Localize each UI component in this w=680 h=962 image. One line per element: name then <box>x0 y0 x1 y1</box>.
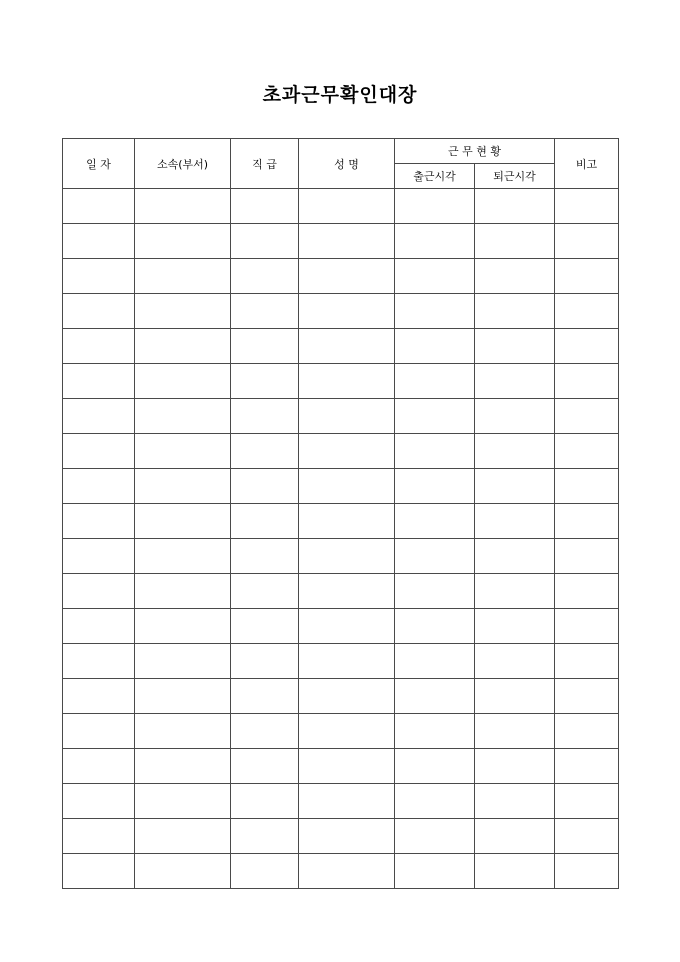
cell-start-time[interactable] <box>395 364 475 399</box>
cell-start-time[interactable] <box>395 784 475 819</box>
cell-date[interactable] <box>63 679 135 714</box>
cell-position[interactable] <box>231 504 299 539</box>
cell-start-time[interactable] <box>395 189 475 224</box>
cell-name[interactable] <box>299 399 395 434</box>
cell-end-time[interactable] <box>475 539 555 574</box>
cell-position[interactable] <box>231 749 299 784</box>
cell-remarks[interactable] <box>555 574 619 609</box>
cell-start-time[interactable] <box>395 434 475 469</box>
cell-end-time[interactable] <box>475 329 555 364</box>
cell-name[interactable] <box>299 329 395 364</box>
table-row[interactable] <box>63 644 619 679</box>
cell-department[interactable] <box>135 399 231 434</box>
cell-name[interactable] <box>299 434 395 469</box>
cell-end-time[interactable] <box>475 819 555 854</box>
cell-position[interactable] <box>231 574 299 609</box>
table-header-row-1 <box>63 139 619 164</box>
cell-name[interactable] <box>299 679 395 714</box>
cell-start-time[interactable] <box>395 399 475 434</box>
cell-end-time[interactable] <box>475 399 555 434</box>
cell-department[interactable] <box>135 294 231 329</box>
table-row[interactable] <box>63 224 619 259</box>
table-body <box>63 189 619 889</box>
cell-department[interactable] <box>135 819 231 854</box>
cell-remarks[interactable] <box>555 294 619 329</box>
cell-department[interactable] <box>135 679 231 714</box>
cell-position[interactable] <box>231 609 299 644</box>
cell-date[interactable] <box>63 854 135 889</box>
cell-department[interactable] <box>135 539 231 574</box>
cell-remarks[interactable] <box>555 329 619 364</box>
table-row[interactable] <box>63 364 619 399</box>
cell-date[interactable] <box>63 819 135 854</box>
cell-end-time[interactable] <box>475 504 555 539</box>
table-row[interactable] <box>63 434 619 469</box>
cell-remarks[interactable] <box>555 714 619 749</box>
cell-end-time[interactable] <box>475 609 555 644</box>
cell-date[interactable] <box>63 469 135 504</box>
cell-department[interactable] <box>135 784 231 819</box>
cell-start-time[interactable] <box>395 224 475 259</box>
cell-department[interactable] <box>135 749 231 784</box>
cell-name[interactable] <box>299 854 395 889</box>
cell-start-time[interactable] <box>395 609 475 644</box>
cell-position[interactable] <box>231 469 299 504</box>
table-row[interactable] <box>63 714 619 749</box>
cell-start-time[interactable] <box>395 259 475 294</box>
cell-date[interactable] <box>63 399 135 434</box>
cell-date[interactable] <box>63 224 135 259</box>
cell-date[interactable] <box>63 714 135 749</box>
cell-department[interactable] <box>135 469 231 504</box>
table-row[interactable] <box>63 749 619 784</box>
cell-remarks[interactable] <box>555 539 619 574</box>
cell-department[interactable] <box>135 259 231 294</box>
cell-date[interactable] <box>63 329 135 364</box>
cell-name[interactable] <box>299 259 395 294</box>
cell-start-time[interactable] <box>395 469 475 504</box>
table-row[interactable] <box>63 329 619 364</box>
cell-position[interactable] <box>231 539 299 574</box>
cell-position[interactable] <box>231 679 299 714</box>
column-header-department: 소속(부서) <box>135 139 231 189</box>
cell-remarks[interactable] <box>555 679 619 714</box>
cell-end-time[interactable] <box>475 854 555 889</box>
cell-start-time[interactable] <box>395 329 475 364</box>
cell-department[interactable] <box>135 574 231 609</box>
cell-date[interactable] <box>63 574 135 609</box>
cell-start-time[interactable] <box>395 679 475 714</box>
cell-remarks[interactable] <box>555 469 619 504</box>
cell-position[interactable] <box>231 364 299 399</box>
cell-department[interactable] <box>135 329 231 364</box>
cell-name[interactable] <box>299 364 395 399</box>
cell-remarks[interactable] <box>555 504 619 539</box>
overtime-ledger-table-wrapper <box>62 138 618 889</box>
table-row[interactable] <box>63 609 619 644</box>
table-row[interactable] <box>63 784 619 819</box>
cell-name[interactable] <box>299 749 395 784</box>
cell-position[interactable] <box>231 644 299 679</box>
cell-date[interactable] <box>63 539 135 574</box>
column-header-remarks: 비고 <box>555 139 619 189</box>
cell-date[interactable] <box>63 749 135 784</box>
cell-date[interactable] <box>63 504 135 539</box>
cell-remarks[interactable] <box>555 224 619 259</box>
cell-start-time[interactable] <box>395 819 475 854</box>
table-row[interactable] <box>63 854 619 889</box>
cell-end-time[interactable] <box>475 469 555 504</box>
cell-department[interactable] <box>135 644 231 679</box>
cell-start-time[interactable] <box>395 504 475 539</box>
cell-remarks[interactable] <box>555 399 619 434</box>
cell-position[interactable] <box>231 259 299 294</box>
cell-start-time[interactable] <box>395 854 475 889</box>
cell-name[interactable] <box>299 224 395 259</box>
cell-name[interactable] <box>299 539 395 574</box>
cell-date[interactable] <box>63 644 135 679</box>
cell-date[interactable] <box>63 364 135 399</box>
cell-name[interactable] <box>299 644 395 679</box>
cell-date[interactable] <box>63 434 135 469</box>
cell-start-time[interactable] <box>395 539 475 574</box>
table-row[interactable] <box>63 574 619 609</box>
cell-name[interactable] <box>299 469 395 504</box>
cell-date[interactable] <box>63 189 135 224</box>
cell-department[interactable] <box>135 189 231 224</box>
cell-name[interactable] <box>299 609 395 644</box>
cell-date[interactable] <box>63 294 135 329</box>
cell-name[interactable] <box>299 714 395 749</box>
cell-department[interactable] <box>135 504 231 539</box>
cell-remarks[interactable] <box>555 784 619 819</box>
cell-name[interactable] <box>299 504 395 539</box>
cell-remarks[interactable] <box>555 434 619 469</box>
cell-start-time[interactable] <box>395 749 475 784</box>
cell-position[interactable] <box>231 224 299 259</box>
cell-position[interactable] <box>231 714 299 749</box>
cell-position[interactable] <box>231 329 299 364</box>
cell-remarks[interactable] <box>555 189 619 224</box>
cell-end-time[interactable] <box>475 294 555 329</box>
cell-name[interactable] <box>299 574 395 609</box>
cell-end-time[interactable] <box>475 679 555 714</box>
cell-department[interactable] <box>135 714 231 749</box>
cell-end-time[interactable] <box>475 259 555 294</box>
cell-name[interactable] <box>299 784 395 819</box>
table-row[interactable] <box>63 259 619 294</box>
column-header-name: 성 명 <box>299 139 395 189</box>
table-header <box>63 139 619 189</box>
cell-name[interactable] <box>299 294 395 329</box>
cell-name[interactable] <box>299 819 395 854</box>
cell-remarks[interactable] <box>555 259 619 294</box>
cell-position[interactable] <box>231 819 299 854</box>
cell-remarks[interactable] <box>555 364 619 399</box>
column-header-end-time: 퇴근시각 <box>475 164 555 189</box>
column-header-start-time: 출근시각 <box>395 164 475 189</box>
cell-end-time[interactable] <box>475 644 555 679</box>
cell-remarks[interactable] <box>555 609 619 644</box>
cell-department[interactable] <box>135 854 231 889</box>
cell-date[interactable] <box>63 784 135 819</box>
cell-start-time[interactable] <box>395 294 475 329</box>
table-row[interactable] <box>63 819 619 854</box>
table-row[interactable] <box>63 504 619 539</box>
table-row[interactable] <box>63 469 619 504</box>
cell-date[interactable] <box>63 259 135 294</box>
cell-start-time[interactable] <box>395 574 475 609</box>
table-row[interactable] <box>63 539 619 574</box>
cell-department[interactable] <box>135 224 231 259</box>
cell-position[interactable] <box>231 434 299 469</box>
column-header-work-status: 근 무 현 황 <box>395 139 555 164</box>
cell-end-time[interactable] <box>475 434 555 469</box>
cell-position[interactable] <box>231 399 299 434</box>
cell-start-time[interactable] <box>395 644 475 679</box>
cell-end-time[interactable] <box>475 574 555 609</box>
column-header-position: 직 급 <box>231 139 299 189</box>
page-title: 초과근무확인대장 <box>262 84 418 106</box>
table-row[interactable] <box>63 679 619 714</box>
cell-end-time[interactable] <box>475 224 555 259</box>
cell-end-time[interactable] <box>475 749 555 784</box>
cell-position[interactable] <box>231 854 299 889</box>
overtime-ledger-table <box>62 138 619 889</box>
cell-end-time[interactable] <box>475 714 555 749</box>
cell-name[interactable] <box>299 189 395 224</box>
cell-start-time[interactable] <box>395 714 475 749</box>
column-header-date: 일 자 <box>63 139 135 189</box>
cell-end-time[interactable] <box>475 784 555 819</box>
cell-department[interactable] <box>135 434 231 469</box>
cell-position[interactable] <box>231 189 299 224</box>
cell-end-time[interactable] <box>475 189 555 224</box>
cell-remarks[interactable] <box>555 749 619 784</box>
cell-department[interactable] <box>135 364 231 399</box>
cell-remarks[interactable] <box>555 819 619 854</box>
cell-position[interactable] <box>231 294 299 329</box>
cell-end-time[interactable] <box>475 364 555 399</box>
table-row[interactable] <box>63 294 619 329</box>
cell-date[interactable] <box>63 609 135 644</box>
cell-department[interactable] <box>135 609 231 644</box>
cell-remarks[interactable] <box>555 644 619 679</box>
cell-position[interactable] <box>231 784 299 819</box>
table-row[interactable] <box>63 189 619 224</box>
table-row[interactable] <box>63 399 619 434</box>
cell-remarks[interactable] <box>555 854 619 889</box>
